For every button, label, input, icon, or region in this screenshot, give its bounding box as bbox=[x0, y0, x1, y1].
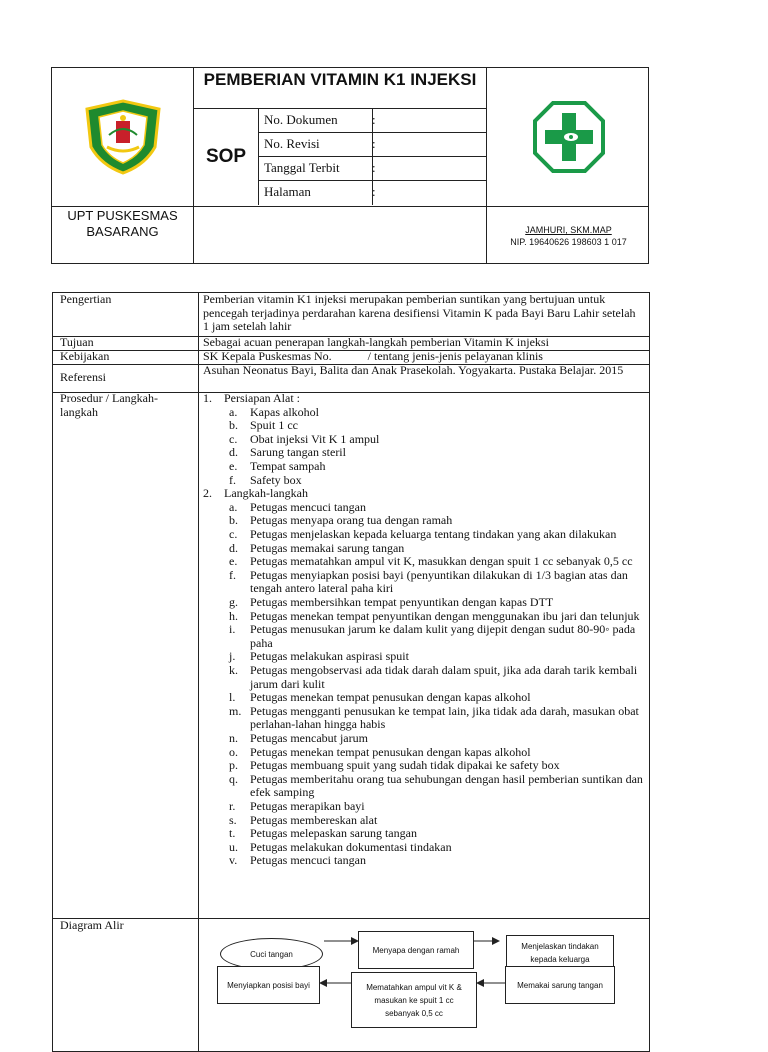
list-item bbox=[229, 773, 647, 800]
list-letter: o. bbox=[229, 744, 238, 759]
list-letter: d. bbox=[229, 445, 238, 460]
label-tujuan: Tujuan bbox=[60, 335, 94, 349]
list-item bbox=[229, 650, 647, 664]
text-kebijakan: SK Kepala Puskesmas No. / tentang jenis-jenis pelayanan klinis bbox=[203, 349, 543, 363]
signer-block bbox=[487, 224, 650, 248]
document-header bbox=[51, 67, 649, 264]
list-item bbox=[229, 460, 647, 474]
list-item bbox=[229, 746, 647, 760]
list-letter: f. bbox=[229, 567, 236, 582]
meta-colon: : bbox=[372, 136, 376, 151]
list-letter: s. bbox=[229, 812, 237, 827]
flow-node-posisi-bayi: Menyiapkan posisi bayi bbox=[217, 966, 320, 1004]
list-item bbox=[229, 501, 647, 515]
list-text: Petugas menekan tempat penyuntikan dengan menggunakan ibu jari dan telunjuk bbox=[250, 608, 640, 623]
document-title: PEMBERIAN VITAMIN K1 INJEKSI bbox=[203, 70, 477, 89]
list-item bbox=[229, 732, 647, 746]
list-letter: d. bbox=[229, 540, 238, 555]
list-item bbox=[229, 528, 647, 542]
list-letter: l. bbox=[229, 690, 236, 705]
emblem-icon bbox=[83, 99, 163, 175]
list-letter: v. bbox=[229, 853, 238, 868]
meta-label: No. Revisi bbox=[264, 136, 320, 151]
label-kebijakan: Kebijakan bbox=[60, 349, 110, 363]
list-letter: u. bbox=[229, 839, 238, 854]
meta-label: Tanggal Terbit bbox=[264, 160, 340, 175]
list-text: Petugas menusukan jarum ke dalam kulit yang dijepit dengan sudut 80-90◦ pada paha bbox=[250, 622, 636, 650]
list-item bbox=[229, 514, 647, 528]
list-number: 1. bbox=[203, 391, 212, 405]
list-item bbox=[229, 555, 647, 569]
flow-node-sarung-tangan: Memakai sarung tangan bbox=[505, 966, 615, 1004]
meta-colon: : bbox=[372, 160, 376, 175]
list-item bbox=[229, 814, 647, 828]
list-text: Petugas membereskan alat bbox=[250, 812, 378, 827]
list-text: Tempat sampah bbox=[250, 459, 326, 473]
list-letter: a. bbox=[229, 404, 238, 419]
signer-name: JAMHURI, SKM.MAP bbox=[525, 225, 612, 235]
meta-row-tanggal bbox=[258, 156, 486, 180]
meta-label: No. Dokumen bbox=[264, 112, 338, 127]
text-pengertian: Pemberian vitamin K1 injeksi merupakan pemberian suntikan yang bertujuan untuk pencegah terjadinya perdarahan karena desifiensi Vitamin K pada Bayi Baru Lahir setelah 1 jam setelah lahir bbox=[203, 292, 636, 334]
meta-colon: : bbox=[372, 184, 376, 199]
list-text: Petugas mencuci tangan bbox=[250, 853, 366, 868]
meta-row-halaman bbox=[258, 180, 486, 204]
list-text: Petugas memberitahu orang tua sehubungan dengan hasil pemberian suntikan dan efek samping bbox=[250, 771, 643, 800]
regional-emblem-logo bbox=[52, 68, 193, 206]
list-item bbox=[229, 691, 647, 705]
list-letter: f. bbox=[229, 472, 236, 487]
meta-row-revisi bbox=[258, 132, 486, 156]
list-text: Petugas menyiapkan posisi bayi (penyuntikan dilakukan di 1/3 bagian atas dan tengah antero lateral paha kiri bbox=[250, 567, 628, 596]
list-text: Petugas menekan tempat penusukan dengan kapas alkohol bbox=[250, 690, 531, 705]
list-text: Petugas mencabut jarum bbox=[250, 731, 368, 745]
list-item bbox=[229, 841, 647, 855]
list-letter: n. bbox=[229, 731, 238, 745]
divider bbox=[52, 206, 193, 207]
list-letter: g. bbox=[229, 595, 238, 609]
list-letter: e. bbox=[229, 554, 238, 569]
meta-colon: : bbox=[372, 112, 376, 127]
list-letter: i. bbox=[229, 622, 236, 637]
list-item bbox=[229, 610, 647, 624]
list-letter: a. bbox=[229, 499, 238, 514]
list-text: Petugas membuang spuit yang sudah tidak dipakai ke safety box bbox=[250, 758, 560, 773]
list-text: Petugas melepaskan sarung tangan bbox=[250, 826, 417, 841]
persiapan-heading bbox=[203, 392, 300, 406]
list-item bbox=[229, 596, 647, 610]
list-text: Obat injeksi Vit K 1 ampul bbox=[250, 431, 380, 446]
list-item bbox=[229, 474, 647, 488]
list-text: Petugas membersihkan tempat penyuntikan dengan kapas DTT bbox=[250, 595, 554, 609]
list-text: Sarung tangan steril bbox=[250, 445, 346, 460]
list-item bbox=[229, 827, 647, 841]
list-letter: q. bbox=[229, 771, 238, 786]
text-referensi: Asuhan Neonatus Bayi, Balita dan Anak Prasekolah. Yogyakarta. Pustaka Belajar. 2015 bbox=[203, 363, 624, 377]
list-text: Safety box bbox=[250, 472, 302, 487]
text-tujuan: Sebagai acuan penerapan langkah-langkah pemberian Vitamin K injeksi bbox=[203, 335, 549, 349]
list-text: Petugas menyapa orang tua dengan ramah bbox=[250, 513, 453, 528]
label-pengertian: Pengertian bbox=[60, 292, 112, 306]
list-letter: b. bbox=[229, 513, 238, 528]
list-letter: r. bbox=[229, 799, 236, 813]
list-letter: h. bbox=[229, 608, 238, 623]
list-letter: k. bbox=[229, 663, 238, 677]
list-item bbox=[229, 854, 647, 868]
flow-node-mematahkan-ampul: Mematahkan ampul vit K & masukan ke spuit 1 cc sebanyak 0,5 cc bbox=[351, 972, 477, 1028]
label-diagram: Diagram Alir bbox=[60, 918, 124, 932]
list-item bbox=[229, 433, 647, 447]
flow-node-menyapa: Menyapa dengan ramah bbox=[358, 931, 474, 969]
list-text: Petugas melakukan dokumentasi tindakan bbox=[250, 839, 452, 854]
label-referensi: Referensi bbox=[60, 370, 106, 384]
divider bbox=[193, 206, 486, 207]
puskesmas-logo bbox=[487, 68, 650, 206]
list-item bbox=[229, 664, 647, 691]
list-text: Petugas merapikan bayi bbox=[250, 799, 365, 813]
langkah-heading bbox=[203, 487, 308, 501]
label-prosedur: Prosedur / Langkah-langkah bbox=[60, 391, 158, 419]
flow-node-menjelaskan: Menjelaskan tindakan kepada keluarga bbox=[506, 935, 614, 971]
list-text: Petugas mengobservasi ada tidak darah dalam spuit, jika ada darah tarik kembali jarum dari kulit bbox=[250, 663, 638, 691]
list-item bbox=[229, 419, 647, 433]
list-letter: c. bbox=[229, 431, 238, 446]
list-number: 2. bbox=[203, 486, 212, 501]
list-letter: t. bbox=[229, 826, 236, 841]
unit-name: UPT PUSKESMAS BASARANG bbox=[67, 208, 178, 239]
list-item bbox=[229, 705, 647, 732]
list-item bbox=[229, 446, 647, 460]
list-letter: c. bbox=[229, 527, 238, 541]
divider bbox=[198, 293, 199, 1051]
list-text: Spuit 1 cc bbox=[250, 418, 298, 433]
list-text: Petugas melakukan aspirasi spuit bbox=[250, 649, 409, 664]
list-letter: b. bbox=[229, 418, 238, 433]
list-letter: e. bbox=[229, 459, 238, 473]
list-item bbox=[229, 623, 647, 650]
list-item bbox=[229, 542, 647, 556]
list-item bbox=[229, 569, 647, 596]
list-item bbox=[229, 800, 647, 814]
list-text: Petugas menekan tempat penusukan dengan kapas alkohol bbox=[250, 744, 531, 759]
divider bbox=[486, 206, 649, 207]
meta-label: Halaman bbox=[264, 184, 311, 199]
list-letter: p. bbox=[229, 758, 238, 773]
list-text: Petugas mencuci tangan bbox=[250, 499, 366, 514]
list-text: Petugas mematahkan ampul vit K, masukkan dengan spuit 1 cc sebanyak 0,5 cc bbox=[250, 554, 633, 569]
persiapan-title: Persiapan Alat : bbox=[224, 391, 300, 405]
list-text: Petugas menjelaskan kepada keluarga tentang tindakan yang akan dilakukan bbox=[250, 527, 617, 541]
list-text: Kapas alkohol bbox=[250, 404, 319, 419]
list-text: Petugas mengganti penusukan ke tempat lain, jika tidak ada darah, masukan obat perlahan-lahan hingga habis bbox=[250, 703, 639, 732]
signer-nip: NIP. 19640626 198603 1 017 bbox=[510, 237, 627, 247]
sop-label: SOP bbox=[205, 146, 247, 167]
list-text: Petugas memakai sarung tangan bbox=[250, 540, 405, 555]
green-cross-icon bbox=[531, 99, 607, 175]
list-item bbox=[229, 759, 647, 773]
list-letter: m. bbox=[229, 703, 242, 718]
list-letter: j. bbox=[229, 649, 236, 664]
meta-row-dokumen bbox=[258, 108, 486, 132]
langkah-title: Langkah-langkah bbox=[224, 486, 308, 501]
flow-node-cuci-tangan: Cuci tangan bbox=[220, 938, 323, 970]
list-item bbox=[229, 406, 647, 420]
